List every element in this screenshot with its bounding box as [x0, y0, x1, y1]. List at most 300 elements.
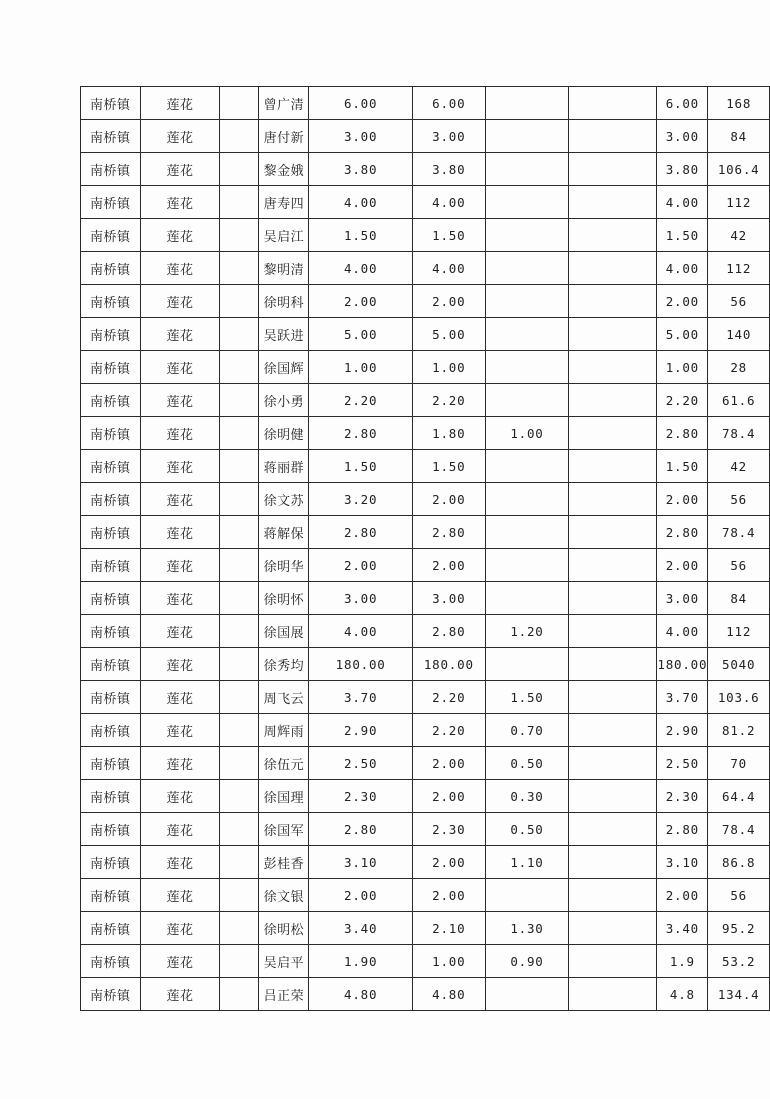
town-cell: 南桥镇 — [81, 978, 141, 1011]
village-cell: 莲花 — [140, 648, 220, 681]
table-row — [81, 120, 770, 153]
farmer-name-cell: 黎金娥 — [259, 153, 309, 186]
area-total-cell: 2.00 — [309, 549, 413, 582]
village-cell: 莲花 — [140, 483, 220, 516]
blank-cell — [220, 681, 259, 714]
area-final-cell: 2.30 — [657, 780, 708, 813]
town-cell: 南桥镇 — [81, 417, 141, 450]
blank-cell — [220, 846, 259, 879]
farmer-name-cell: 徐秀均 — [259, 648, 309, 681]
amount-cell: 106.4 — [708, 153, 770, 186]
farmer-name-cell: 吴启江 — [259, 219, 309, 252]
blank-cell — [220, 714, 259, 747]
table-row — [81, 417, 770, 450]
table-row — [81, 549, 770, 582]
farmer-name-cell: 蒋丽群 — [259, 450, 309, 483]
farmer-name-cell: 唐付新 — [259, 120, 309, 153]
village-cell: 莲花 — [140, 714, 220, 747]
table-row — [81, 318, 770, 351]
blank-cell — [220, 252, 259, 285]
table-row — [81, 846, 770, 879]
farmer-name-cell: 徐伍元 — [259, 747, 309, 780]
farmer-name-cell: 徐明怀 — [259, 582, 309, 615]
extra-blank-cell — [569, 417, 657, 450]
area-part1-cell: 3.80 — [413, 153, 486, 186]
blank-cell — [220, 813, 259, 846]
area-final-cell: 3.00 — [657, 582, 708, 615]
town-cell: 南桥镇 — [81, 549, 141, 582]
blank-cell — [220, 285, 259, 318]
area-part1-cell: 5.00 — [413, 318, 486, 351]
area-total-cell: 2.80 — [309, 813, 413, 846]
area-part2-cell — [485, 219, 569, 252]
village-cell: 莲花 — [140, 384, 220, 417]
town-cell: 南桥镇 — [81, 912, 141, 945]
area-total-cell: 3.40 — [309, 912, 413, 945]
area-part2-cell — [485, 648, 569, 681]
area-part2-cell — [485, 285, 569, 318]
village-cell: 莲花 — [140, 450, 220, 483]
table-row — [81, 582, 770, 615]
area-total-cell: 3.00 — [309, 120, 413, 153]
farmer-name-cell: 徐国辉 — [259, 351, 309, 384]
amount-cell: 64.4 — [708, 780, 770, 813]
table-row — [81, 285, 770, 318]
area-final-cell: 1.50 — [657, 219, 708, 252]
extra-blank-cell — [569, 120, 657, 153]
blank-cell — [220, 219, 259, 252]
area-part2-cell: 0.90 — [485, 945, 569, 978]
village-cell: 莲花 — [140, 582, 220, 615]
area-part1-cell: 2.80 — [413, 615, 486, 648]
extra-blank-cell — [569, 945, 657, 978]
extra-blank-cell — [569, 549, 657, 582]
table-row — [81, 615, 770, 648]
area-total-cell: 2.00 — [309, 285, 413, 318]
area-total-cell: 4.00 — [309, 186, 413, 219]
ledger-body — [81, 87, 770, 1011]
farmer-name-cell: 徐小勇 — [259, 384, 309, 417]
farmer-name-cell: 曾广清 — [259, 87, 309, 120]
amount-cell: 103.6 — [708, 681, 770, 714]
area-part2-cell: 1.50 — [485, 681, 569, 714]
farmer-name-cell: 蒋解保 — [259, 516, 309, 549]
area-total-cell: 1.90 — [309, 945, 413, 978]
farmer-name-cell: 徐国展 — [259, 615, 309, 648]
area-part1-cell: 1.00 — [413, 351, 486, 384]
farmer-name-cell: 黎明清 — [259, 252, 309, 285]
area-final-cell: 2.50 — [657, 747, 708, 780]
area-part2-cell — [485, 87, 569, 120]
farmer-name-cell: 周辉雨 — [259, 714, 309, 747]
area-final-cell: 4.00 — [657, 615, 708, 648]
area-part2-cell — [485, 549, 569, 582]
town-cell: 南桥镇 — [81, 615, 141, 648]
village-cell: 莲花 — [140, 813, 220, 846]
extra-blank-cell — [569, 516, 657, 549]
area-part1-cell: 2.00 — [413, 879, 486, 912]
area-total-cell: 2.50 — [309, 747, 413, 780]
area-total-cell: 4.80 — [309, 978, 413, 1011]
extra-blank-cell — [569, 879, 657, 912]
table-row — [81, 186, 770, 219]
table-row — [81, 978, 770, 1011]
town-cell: 南桥镇 — [81, 516, 141, 549]
area-part1-cell: 2.20 — [413, 384, 486, 417]
area-final-cell: 3.70 — [657, 681, 708, 714]
village-cell: 莲花 — [140, 120, 220, 153]
farmer-name-cell: 徐国军 — [259, 813, 309, 846]
area-part1-cell: 1.80 — [413, 417, 486, 450]
village-cell: 莲花 — [140, 780, 220, 813]
area-final-cell: 2.00 — [657, 285, 708, 318]
farmer-name-cell: 唐寿四 — [259, 186, 309, 219]
area-total-cell: 180.00 — [309, 648, 413, 681]
blank-cell — [220, 780, 259, 813]
amount-cell: 86.8 — [708, 846, 770, 879]
blank-cell — [220, 582, 259, 615]
amount-cell: 95.2 — [708, 912, 770, 945]
area-part2-cell: 0.70 — [485, 714, 569, 747]
village-cell: 莲花 — [140, 945, 220, 978]
area-part1-cell: 2.00 — [413, 483, 486, 516]
table-row — [81, 648, 770, 681]
amount-cell: 42 — [708, 219, 770, 252]
town-cell: 南桥镇 — [81, 219, 141, 252]
area-final-cell: 2.00 — [657, 879, 708, 912]
extra-blank-cell — [569, 252, 657, 285]
amount-cell: 42 — [708, 450, 770, 483]
area-final-cell: 2.90 — [657, 714, 708, 747]
table-row — [81, 384, 770, 417]
area-part1-cell: 1.00 — [413, 945, 486, 978]
extra-blank-cell — [569, 219, 657, 252]
area-part2-cell — [485, 384, 569, 417]
town-cell: 南桥镇 — [81, 120, 141, 153]
area-final-cell: 4.00 — [657, 252, 708, 285]
table-row — [81, 351, 770, 384]
blank-cell — [220, 318, 259, 351]
area-part2-cell — [485, 516, 569, 549]
area-part1-cell: 3.00 — [413, 582, 486, 615]
area-part1-cell: 180.00 — [413, 648, 486, 681]
area-part1-cell: 2.10 — [413, 912, 486, 945]
area-total-cell: 3.70 — [309, 681, 413, 714]
village-cell: 莲花 — [140, 252, 220, 285]
area-part1-cell: 2.20 — [413, 714, 486, 747]
extra-blank-cell — [569, 615, 657, 648]
area-total-cell: 3.10 — [309, 846, 413, 879]
area-total-cell: 1.00 — [309, 351, 413, 384]
area-final-cell: 180.00 — [657, 648, 708, 681]
amount-cell: 5040 — [708, 648, 770, 681]
extra-blank-cell — [569, 912, 657, 945]
extra-blank-cell — [569, 351, 657, 384]
table-row — [81, 219, 770, 252]
blank-cell — [220, 879, 259, 912]
amount-cell: 56 — [708, 483, 770, 516]
blank-cell — [220, 912, 259, 945]
area-part1-cell: 2.30 — [413, 813, 486, 846]
village-cell: 莲花 — [140, 186, 220, 219]
farmer-name-cell: 徐明科 — [259, 285, 309, 318]
area-final-cell: 4.00 — [657, 186, 708, 219]
area-part1-cell: 2.20 — [413, 681, 486, 714]
area-part1-cell: 4.00 — [413, 186, 486, 219]
area-part2-cell — [485, 483, 569, 516]
table-row — [81, 252, 770, 285]
town-cell: 南桥镇 — [81, 186, 141, 219]
village-cell: 莲花 — [140, 978, 220, 1011]
area-part2-cell — [485, 153, 569, 186]
town-cell: 南桥镇 — [81, 252, 141, 285]
blank-cell — [220, 483, 259, 516]
area-part1-cell: 6.00 — [413, 87, 486, 120]
town-cell: 南桥镇 — [81, 945, 141, 978]
village-cell: 莲花 — [140, 87, 220, 120]
blank-cell — [220, 549, 259, 582]
town-cell: 南桥镇 — [81, 813, 141, 846]
village-cell: 莲花 — [140, 615, 220, 648]
village-cell: 莲花 — [140, 912, 220, 945]
blank-cell — [220, 978, 259, 1011]
village-cell: 莲花 — [140, 318, 220, 351]
area-total-cell: 3.20 — [309, 483, 413, 516]
area-part2-cell — [485, 186, 569, 219]
town-cell: 南桥镇 — [81, 285, 141, 318]
area-part1-cell: 2.80 — [413, 516, 486, 549]
blank-cell — [220, 450, 259, 483]
area-part1-cell: 2.00 — [413, 549, 486, 582]
amount-cell: 28 — [708, 351, 770, 384]
village-cell: 莲花 — [140, 747, 220, 780]
area-final-cell: 1.00 — [657, 351, 708, 384]
table-row — [81, 153, 770, 186]
table-row — [81, 912, 770, 945]
area-total-cell: 2.90 — [309, 714, 413, 747]
town-cell: 南桥镇 — [81, 384, 141, 417]
amount-cell: 84 — [708, 582, 770, 615]
blank-cell — [220, 516, 259, 549]
amount-cell: 81.2 — [708, 714, 770, 747]
area-final-cell: 3.80 — [657, 153, 708, 186]
area-part2-cell: 1.20 — [485, 615, 569, 648]
area-part1-cell: 4.00 — [413, 252, 486, 285]
farmer-name-cell: 徐文苏 — [259, 483, 309, 516]
area-total-cell: 2.80 — [309, 516, 413, 549]
table-row — [81, 813, 770, 846]
area-part1-cell: 1.50 — [413, 450, 486, 483]
village-cell: 莲花 — [140, 681, 220, 714]
area-part2-cell — [485, 450, 569, 483]
village-cell: 莲花 — [140, 846, 220, 879]
area-final-cell: 3.10 — [657, 846, 708, 879]
extra-blank-cell — [569, 978, 657, 1011]
area-total-cell: 2.20 — [309, 384, 413, 417]
blank-cell — [220, 417, 259, 450]
area-total-cell: 2.30 — [309, 780, 413, 813]
area-part2-cell — [485, 252, 569, 285]
blank-cell — [220, 747, 259, 780]
table-row — [81, 780, 770, 813]
village-cell: 莲花 — [140, 879, 220, 912]
blank-cell — [220, 945, 259, 978]
area-part2-cell: 1.30 — [485, 912, 569, 945]
area-part1-cell: 3.00 — [413, 120, 486, 153]
amount-cell: 112 — [708, 252, 770, 285]
area-final-cell: 1.50 — [657, 450, 708, 483]
area-part2-cell — [485, 582, 569, 615]
area-final-cell: 3.40 — [657, 912, 708, 945]
extra-blank-cell — [569, 780, 657, 813]
amount-cell: 78.4 — [708, 516, 770, 549]
extra-blank-cell — [569, 582, 657, 615]
area-final-cell: 2.80 — [657, 813, 708, 846]
amount-cell: 168 — [708, 87, 770, 120]
amount-cell: 78.4 — [708, 417, 770, 450]
area-part2-cell — [485, 351, 569, 384]
blank-cell — [220, 648, 259, 681]
village-cell: 莲花 — [140, 219, 220, 252]
table-row — [81, 483, 770, 516]
area-final-cell: 3.00 — [657, 120, 708, 153]
town-cell: 南桥镇 — [81, 450, 141, 483]
area-final-cell: 2.00 — [657, 549, 708, 582]
table-row — [81, 879, 770, 912]
area-final-cell: 6.00 — [657, 87, 708, 120]
town-cell: 南桥镇 — [81, 846, 141, 879]
amount-cell: 56 — [708, 285, 770, 318]
blank-cell — [220, 186, 259, 219]
table-row — [81, 681, 770, 714]
village-cell: 莲花 — [140, 351, 220, 384]
farmer-name-cell: 吴启平 — [259, 945, 309, 978]
area-part2-cell — [485, 120, 569, 153]
area-final-cell: 2.20 — [657, 384, 708, 417]
amount-cell: 112 — [708, 615, 770, 648]
town-cell: 南桥镇 — [81, 879, 141, 912]
farmer-name-cell: 徐明华 — [259, 549, 309, 582]
extra-blank-cell — [569, 813, 657, 846]
extra-blank-cell — [569, 384, 657, 417]
village-cell: 莲花 — [140, 285, 220, 318]
extra-blank-cell — [569, 747, 657, 780]
farmer-name-cell: 吕正荣 — [259, 978, 309, 1011]
area-final-cell: 2.80 — [657, 516, 708, 549]
area-part2-cell: 0.30 — [485, 780, 569, 813]
town-cell: 南桥镇 — [81, 681, 141, 714]
table-row — [81, 714, 770, 747]
area-part2-cell — [485, 318, 569, 351]
area-part2-cell — [485, 879, 569, 912]
extra-blank-cell — [569, 846, 657, 879]
town-cell: 南桥镇 — [81, 747, 141, 780]
farmer-name-cell: 周飞云 — [259, 681, 309, 714]
area-total-cell: 6.00 — [309, 87, 413, 120]
town-cell: 南桥镇 — [81, 153, 141, 186]
farmer-name-cell: 徐国理 — [259, 780, 309, 813]
extra-blank-cell — [569, 648, 657, 681]
town-cell: 南桥镇 — [81, 582, 141, 615]
town-cell: 南桥镇 — [81, 714, 141, 747]
table-row — [81, 945, 770, 978]
amount-cell: 61.6 — [708, 384, 770, 417]
area-final-cell: 1.9 — [657, 945, 708, 978]
extra-blank-cell — [569, 318, 657, 351]
area-part1-cell: 2.00 — [413, 747, 486, 780]
area-final-cell: 2.00 — [657, 483, 708, 516]
area-total-cell: 4.00 — [309, 252, 413, 285]
area-total-cell: 1.50 — [309, 219, 413, 252]
area-part1-cell: 2.00 — [413, 780, 486, 813]
extra-blank-cell — [569, 87, 657, 120]
table-row — [81, 516, 770, 549]
area-part1-cell: 4.80 — [413, 978, 486, 1011]
town-cell: 南桥镇 — [81, 780, 141, 813]
extra-blank-cell — [569, 681, 657, 714]
town-cell: 南桥镇 — [81, 87, 141, 120]
blank-cell — [220, 351, 259, 384]
village-cell: 莲花 — [140, 153, 220, 186]
area-final-cell: 5.00 — [657, 318, 708, 351]
table-row — [81, 747, 770, 780]
area-total-cell: 1.50 — [309, 450, 413, 483]
blank-cell — [220, 384, 259, 417]
farmer-name-cell: 彭桂香 — [259, 846, 309, 879]
town-cell: 南桥镇 — [81, 318, 141, 351]
farmer-name-cell: 徐明健 — [259, 417, 309, 450]
extra-blank-cell — [569, 714, 657, 747]
amount-cell: 70 — [708, 747, 770, 780]
table-row — [81, 450, 770, 483]
area-part2-cell: 1.00 — [485, 417, 569, 450]
subsidy-ledger-table — [80, 86, 770, 1011]
blank-cell — [220, 120, 259, 153]
farmer-name-cell: 徐文银 — [259, 879, 309, 912]
area-part1-cell: 2.00 — [413, 846, 486, 879]
area-total-cell: 4.00 — [309, 615, 413, 648]
extra-blank-cell — [569, 186, 657, 219]
extra-blank-cell — [569, 285, 657, 318]
amount-cell: 53.2 — [708, 945, 770, 978]
village-cell: 莲花 — [140, 417, 220, 450]
amount-cell: 84 — [708, 120, 770, 153]
area-part1-cell: 2.00 — [413, 285, 486, 318]
town-cell: 南桥镇 — [81, 648, 141, 681]
farmer-name-cell: 徐明松 — [259, 912, 309, 945]
amount-cell: 112 — [708, 186, 770, 219]
farmer-name-cell: 吴跃进 — [259, 318, 309, 351]
area-part2-cell: 1.10 — [485, 846, 569, 879]
area-part2-cell — [485, 978, 569, 1011]
area-final-cell: 4.8 — [657, 978, 708, 1011]
extra-blank-cell — [569, 450, 657, 483]
area-final-cell: 2.80 — [657, 417, 708, 450]
blank-cell — [220, 153, 259, 186]
blank-cell — [220, 615, 259, 648]
amount-cell: 56 — [708, 879, 770, 912]
town-cell: 南桥镇 — [81, 483, 141, 516]
amount-cell: 140 — [708, 318, 770, 351]
village-cell: 莲花 — [140, 516, 220, 549]
area-total-cell: 5.00 — [309, 318, 413, 351]
area-total-cell: 2.80 — [309, 417, 413, 450]
amount-cell: 134.4 — [708, 978, 770, 1011]
extra-blank-cell — [569, 483, 657, 516]
area-part2-cell: 0.50 — [485, 747, 569, 780]
area-part1-cell: 1.50 — [413, 219, 486, 252]
area-total-cell: 3.80 — [309, 153, 413, 186]
